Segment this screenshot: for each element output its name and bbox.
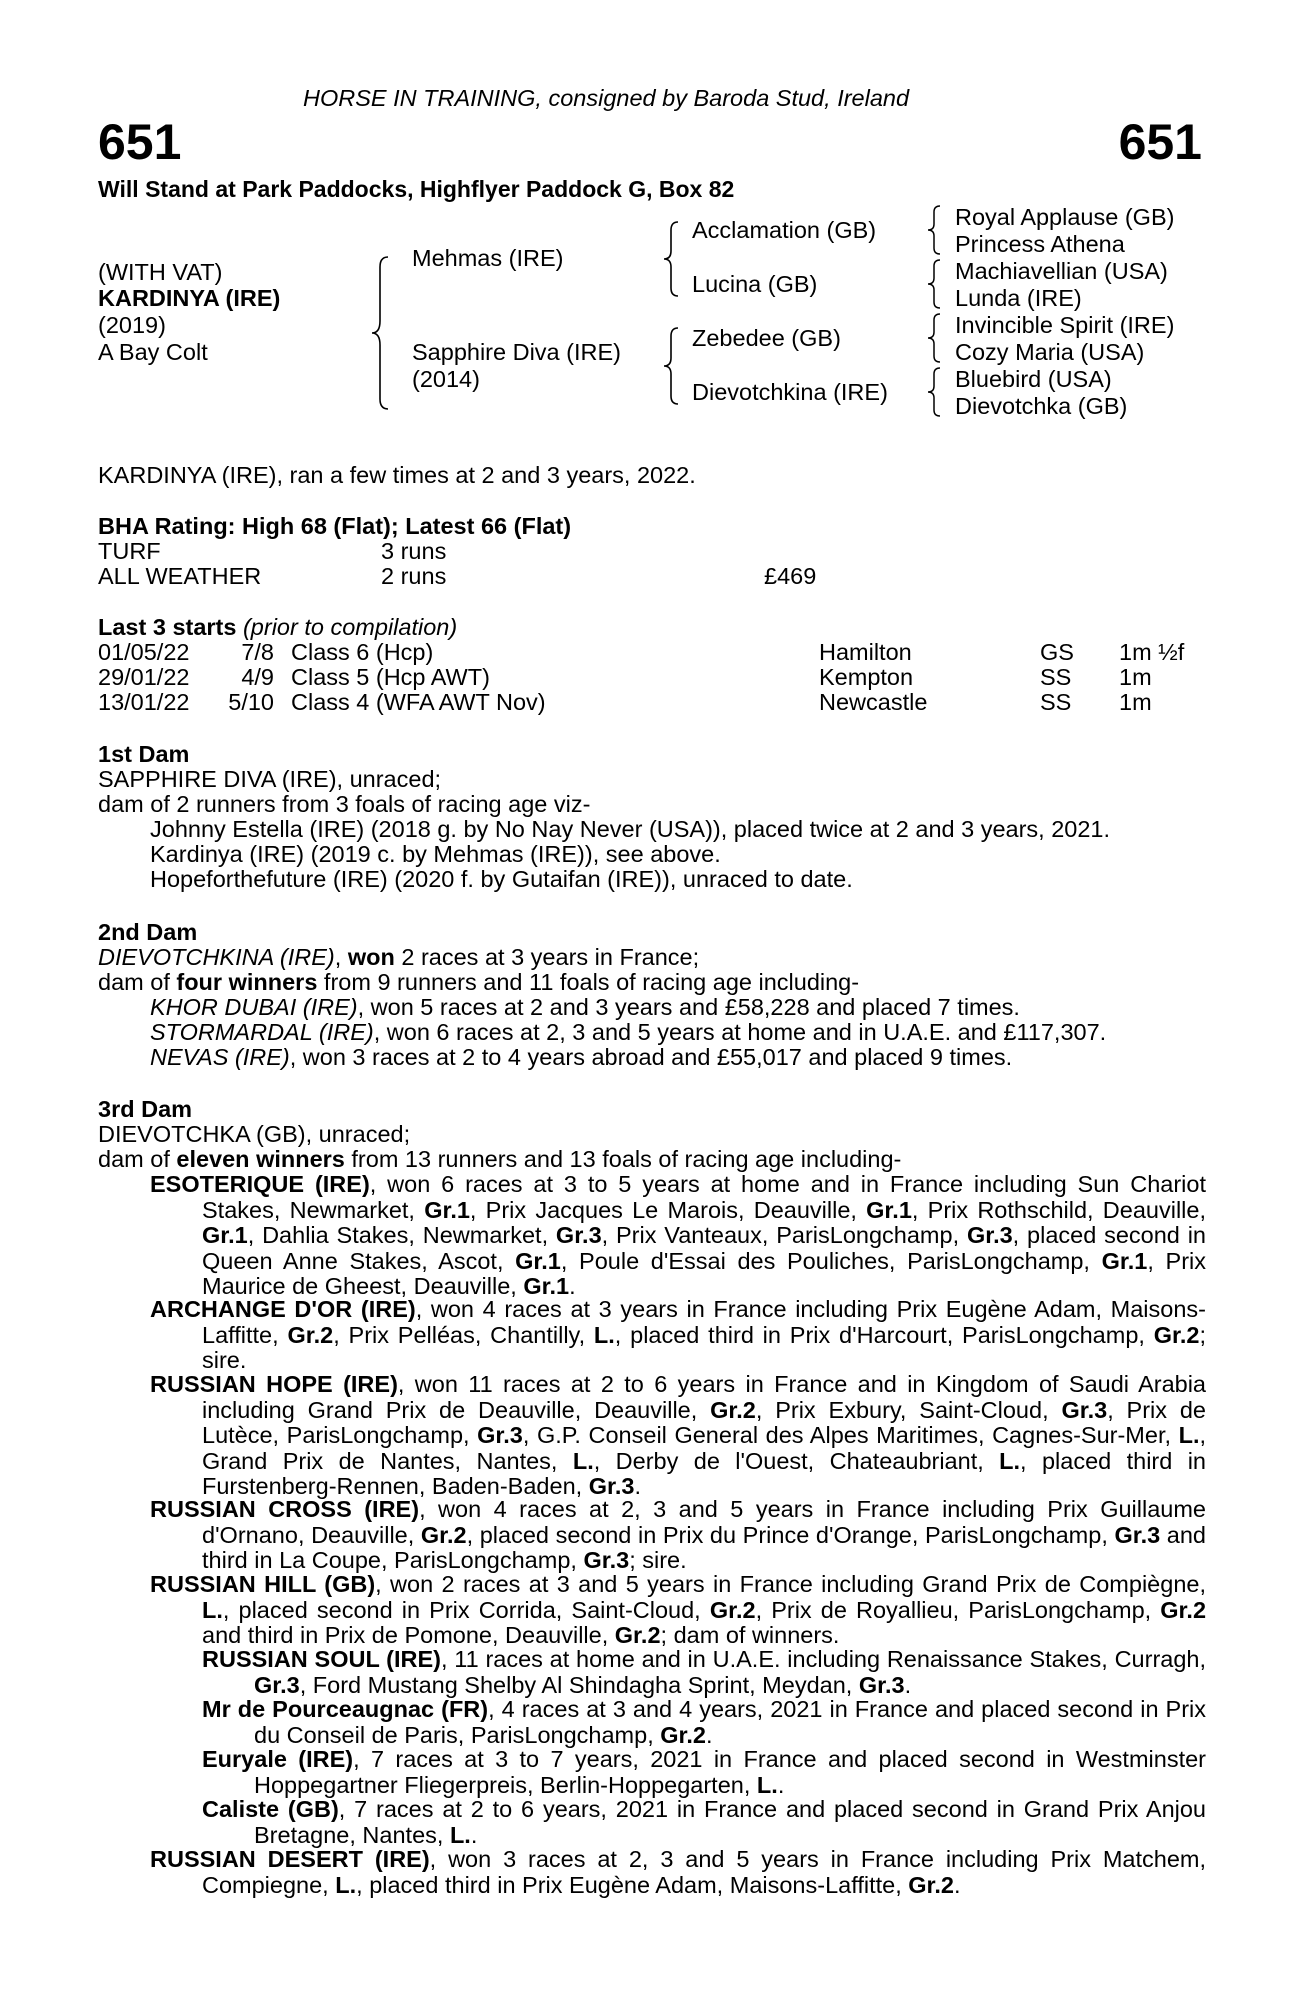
start-distance: 1m xyxy=(1119,689,1152,715)
runner-text: , 11 races at home and in U.A.E. including Renaissance Stakes, Curragh, xyxy=(440,1646,1207,1672)
dam2-offspring-3 xyxy=(150,1045,1012,1071)
dam1-offspring-2: Kardinya (IRE) (2019 c. by Mehmas (IRE)), see above. xyxy=(150,841,721,867)
runner-caliste-text xyxy=(202,1796,1206,1848)
runner-name: Caliste (GB) xyxy=(202,1796,339,1822)
dam1-heading: 1st Dam xyxy=(98,741,190,767)
grade: Gr.3 xyxy=(555,1222,602,1248)
runner-text: . xyxy=(904,1671,912,1698)
dam2-line1-rest: 2 races at 3 years in France; xyxy=(394,944,700,970)
grade: Gr.3 xyxy=(583,1547,630,1573)
dam-sire: Zebedee (GB) xyxy=(692,325,841,351)
runner-text: , won 2 races at 3 and 5 years in France including Grand Prix de Compiègne, xyxy=(375,1571,1206,1597)
aw-prize: £469 xyxy=(764,563,817,589)
vat-label: (WITH VAT) xyxy=(98,259,223,285)
runner-name: RUSSIAN HILL (GB) xyxy=(150,1571,376,1597)
runner-text: ; dam of winners. xyxy=(660,1622,840,1648)
start-race: Class 5 (Hcp AWT) xyxy=(291,664,490,690)
dam2-line2 xyxy=(98,970,859,996)
grade: Gr.3 xyxy=(477,1422,523,1448)
runner-text: ; sire. xyxy=(629,1547,687,1573)
grade: Gr.2 xyxy=(420,1521,467,1548)
runner-text: and third in Prix de Pomone, Deauville, xyxy=(202,1622,615,1648)
dam3-line1: DIEVOTCHKA (GB), unraced; xyxy=(98,1121,411,1147)
grade: Gr.1 xyxy=(866,1196,912,1223)
start-date: 29/01/22 xyxy=(98,664,190,690)
runner-text: , won 4 races at 2, 3 and 5 years in France including Prix Guillaume d'Ornano, Deauville, xyxy=(202,1496,1206,1548)
offspring-name: STORMARDAL (IRE) xyxy=(150,1019,374,1045)
runner-text: , Poule d'Essai des Pouliches, ParisLongchamp, xyxy=(560,1247,1102,1274)
runner-hill-text xyxy=(150,1571,1207,1649)
runner-russian-cross xyxy=(150,1497,1206,1574)
aw-runs: 2 runs xyxy=(381,563,447,589)
runner-text: , placed third in Prix Eugène Adam, Maisons-Laffitte, xyxy=(356,1871,909,1898)
runner-euryale-text xyxy=(202,1746,1206,1798)
runner-soul-text xyxy=(202,1646,1207,1698)
runner-name: Euryale (IRE) xyxy=(202,1746,354,1772)
horse-year: (2019) xyxy=(98,312,166,338)
grade: Gr.3 xyxy=(966,1222,1013,1248)
ped-dds: Bluebird (USA) xyxy=(955,366,1112,392)
dam2-offspring-1 xyxy=(150,995,1020,1021)
turf-label: TURF xyxy=(98,538,161,564)
grade: Gr.2 xyxy=(709,1596,756,1623)
start-date: 13/01/22 xyxy=(98,689,190,715)
ped-sss: Royal Applause (GB) xyxy=(955,204,1175,230)
ped-sds: Machiavellian (USA) xyxy=(955,258,1168,284)
runner-archange xyxy=(150,1297,1206,1374)
start-race: Class 4 (WFA AWT Nov) xyxy=(291,689,546,715)
runner-text: . xyxy=(777,1771,785,1798)
start-going: GS xyxy=(1040,639,1074,665)
start-date: 01/05/22 xyxy=(98,639,190,665)
dam3-line2 xyxy=(98,1147,901,1173)
grade: Gr.3 xyxy=(588,1473,635,1499)
runner-text: , G.P. Conseil General des Alpes Maritimes, Cagnes-Sur-Mer, xyxy=(522,1422,1179,1448)
last-starts-subtitle: (prior to compilation) xyxy=(242,614,458,640)
stand-location: Will Stand at Park Paddocks, Highflyer Paddock G, Box 82 xyxy=(98,176,735,202)
grade: Gr.3 xyxy=(858,1671,905,1698)
runner-pourceaugnac-text xyxy=(202,1696,1206,1748)
grade: Gr.3 xyxy=(1061,1396,1108,1423)
runner-text: , Prix de Royallieu, ParisLongchamp, xyxy=(755,1596,1161,1623)
offspring-text: , won 6 races at 2, 3 and 5 years at home and in U.A.E. and £117,307. xyxy=(373,1019,1107,1045)
start-course: Kempton xyxy=(819,664,914,690)
grade: Gr.1 xyxy=(424,1196,470,1223)
runner-text: , placed second in Prix Corrida, Saint-Cloud, xyxy=(222,1596,710,1623)
runner-archange-text xyxy=(150,1296,1206,1374)
dam1-offspring-1: Johnny Estella (IRE) (2018 g. by No Nay Never (USA)), placed twice at 2 and 3 years, 2021. xyxy=(150,816,1111,842)
start-distance: 1m xyxy=(1119,664,1152,690)
sire-sire: Acclamation (GB) xyxy=(692,217,877,243)
turf-runs: 3 runs xyxy=(381,538,447,564)
runner-text: , Prix Rothschild, Deauville, xyxy=(911,1196,1206,1223)
runner-text: , Prix Exbury, Saint-Cloud, xyxy=(755,1396,1062,1423)
grade: L. xyxy=(593,1321,615,1348)
race-summary: KARDINYA (IRE), ran a few times at 2 and 3 years, 2022. xyxy=(98,462,696,488)
dam2-heading: 2nd Dam xyxy=(98,919,198,945)
runner-hope-text xyxy=(150,1371,1207,1500)
offspring-text: , won 5 races at 2 and 3 years and £58,228 and placed 7 times. xyxy=(357,994,1020,1020)
dam1-offspring-3: Hopeforthefuture (IRE) (2020 f. by Gutaifan (IRE)), unraced to date. xyxy=(150,866,853,892)
runner-russian-desert xyxy=(150,1847,1206,1898)
offspring-name: NEVAS (IRE) xyxy=(150,1044,290,1070)
sire-name: Mehmas (IRE) xyxy=(412,245,564,271)
runner-name: RUSSIAN CROSS (IRE) xyxy=(150,1496,420,1522)
runner-text: , placed second in Queen Anne Stakes, Ascot, xyxy=(202,1222,1206,1274)
dam1-line1: SAPPHIRE DIVA (IRE), unraced; xyxy=(98,766,442,792)
grade: L. xyxy=(335,1871,357,1898)
runner-text: , Derby de l'Ouest, Chateaubriant, xyxy=(593,1447,1000,1474)
ped-dss: Invincible Spirit (IRE) xyxy=(955,312,1175,338)
runner-name: RUSSIAN DESERT (IRE) xyxy=(150,1846,430,1872)
runner-text: , won 11 races at 2 to 6 years in France and in Kingdom of Saudi Arabia including Grand Prix de Deauville, Deauville, xyxy=(202,1371,1207,1423)
ped-sdd: Lunda (IRE) xyxy=(955,285,1082,311)
grade: Gr.2 xyxy=(1153,1321,1200,1348)
grade: Gr.3 xyxy=(1114,1521,1161,1548)
start-going: SS xyxy=(1040,664,1072,690)
runner-text: , Prix Pelléas, Chantilly, xyxy=(333,1321,594,1348)
grade: Gr.2 xyxy=(287,1321,334,1348)
dam2-line1 xyxy=(98,945,699,971)
grade: L. xyxy=(449,1821,471,1848)
runner-name: RUSSIAN SOUL (IRE) xyxy=(202,1646,441,1672)
runner-russian-hope xyxy=(150,1372,1206,1500)
dam3-heading: 3rd Dam xyxy=(98,1096,193,1122)
brace-g3-4 xyxy=(924,366,944,418)
offspring-text: , won 3 races at 2 to 4 years abroad and £55,017 and placed 9 times. xyxy=(289,1044,1013,1070)
runner-text: , placed third in Prix d'Harcourt, ParisLongchamp, xyxy=(614,1321,1154,1348)
last-starts-title: Last 3 starts xyxy=(98,614,237,640)
runner-text: , won 4 races at 3 years in France including Prix Eugène Adam, Maisons-Laffitte, xyxy=(202,1296,1206,1348)
dam2-dam-rest: from 9 runners and 11 foals of racing age including- xyxy=(317,969,860,995)
grade: Gr.1 xyxy=(202,1222,248,1248)
grade: L. xyxy=(572,1447,594,1474)
runner-text: , 4 races at 3 and 4 years, 2021 in France and placed second in Prix du Conseil de Paris, ParisLongchamp, xyxy=(254,1696,1206,1748)
start-course: Newcastle xyxy=(819,689,928,715)
runner-text: . xyxy=(954,1871,961,1898)
runner-cross-text xyxy=(150,1496,1206,1574)
runner-text: , Dahlia Stakes, Newmarket, xyxy=(247,1222,556,1248)
dam2-name: DIEVOTCHKINA (IRE) xyxy=(98,944,335,970)
dam2-comma: , xyxy=(334,944,348,970)
runner-text: , 7 races at 2 to 6 years, 2021 in France and placed second in Grand Prix Anjou Bretagne, Nantes, xyxy=(254,1796,1206,1848)
brace-g3-2 xyxy=(924,258,944,310)
grade: Gr.3 xyxy=(254,1671,300,1698)
runner-euryale xyxy=(202,1747,1206,1798)
lot-number-left: 651 xyxy=(98,114,182,170)
ped-ssd: Princess Athena xyxy=(955,231,1125,257)
runner-text: , Grand Prix de Nantes, Nantes, xyxy=(202,1422,1207,1474)
runner-text: , Prix Vanteaux, ParisLongchamp, xyxy=(601,1222,967,1248)
runner-desert-text xyxy=(150,1846,1206,1898)
runner-text: , placed second in Prix du Prince d'Orange, ParisLongchamp, xyxy=(466,1521,1115,1548)
dam1-line2: dam of 2 runners from 3 foals of racing age viz- xyxy=(98,791,591,817)
dam-name: Sapphire Diva (IRE) xyxy=(412,339,621,365)
start-course: Hamilton xyxy=(819,639,912,665)
ped-dsd: Cozy Maria (USA) xyxy=(955,339,1145,365)
lot-number-right: 651 xyxy=(1118,114,1202,170)
grade: Gr.1 xyxy=(1101,1247,1148,1274)
runner-text: and third in La Coupe, ParisLongchamp, xyxy=(202,1521,1206,1573)
offspring-name: KHOR DUBAI (IRE) xyxy=(150,994,358,1020)
pedigree-brace-dam xyxy=(660,326,682,406)
brace-g3-3 xyxy=(924,312,944,364)
dam2-dam-of: dam of xyxy=(98,969,177,995)
rating-title: BHA Rating: High 68 (Flat); Latest 66 (Flat) xyxy=(98,513,572,539)
start-distance: 1m ½f xyxy=(1119,639,1185,665)
runner-text: , Ford Mustang Shelby Al Shindagha Sprint, Meydan, xyxy=(299,1671,859,1698)
runner-caliste xyxy=(202,1797,1206,1848)
runner-russian-hill xyxy=(150,1572,1206,1649)
dam-dam: Dievotchkina (IRE) xyxy=(692,379,888,405)
start-position: 5/10 xyxy=(228,689,274,715)
runner-text: . xyxy=(705,1721,713,1748)
grade: Gr.1 xyxy=(523,1273,570,1299)
runner-text: , 7 races at 3 to 7 years, 2021 in France and placed second in Westminster Hoppegartner Fliegerpreis, Berlin-Hoppegarten, xyxy=(254,1746,1206,1798)
runner-text: . xyxy=(634,1473,641,1499)
start-row xyxy=(98,640,1208,666)
runner-esoterique xyxy=(150,1172,1206,1300)
start-position: 7/8 xyxy=(241,639,274,665)
start-race: Class 6 (Hcp) xyxy=(291,639,434,665)
brace-g3-1 xyxy=(924,204,944,256)
start-going: SS xyxy=(1040,689,1072,715)
runner-name: Mr de Pourceaugnac (FR) xyxy=(202,1696,489,1722)
start-row xyxy=(98,665,1208,691)
runner-text: ; sire. xyxy=(202,1321,1206,1373)
dam3-dam-rest: from 13 runners and 13 foals of racing age including- xyxy=(344,1146,902,1172)
sire-dam: Lucina (GB) xyxy=(692,271,818,297)
grade: Gr.2 xyxy=(660,1721,706,1748)
runner-russian-soul xyxy=(202,1647,1206,1698)
runner-text: , won 3 races at 2, 3 and 5 years in France including Prix Matchem, Compiegne, xyxy=(202,1846,1206,1898)
grade: L. xyxy=(1178,1422,1200,1448)
pedigree-brace-main xyxy=(368,255,392,411)
runner-name: ESOTERIQUE (IRE) xyxy=(150,1171,370,1197)
start-position: 4/9 xyxy=(241,664,274,690)
dam2-winners: four winners xyxy=(176,969,318,995)
grade: L. xyxy=(999,1447,1021,1474)
aw-label: ALL WEATHER xyxy=(98,563,262,589)
runner-text: . xyxy=(470,1821,478,1848)
last-starts-heading xyxy=(98,615,457,641)
runner-esoterique-text xyxy=(150,1171,1206,1300)
grade: Gr.2 xyxy=(908,1871,954,1898)
runner-text: , Prix de Lutèce, ParisLongchamp, xyxy=(202,1396,1207,1448)
dam-year: (2014) xyxy=(412,366,480,392)
grade: Gr.1 xyxy=(515,1247,561,1274)
runner-text: , Prix Jacques Le Marois, Deauville, xyxy=(469,1196,867,1223)
grade: Gr.2 xyxy=(710,1396,756,1423)
grade: L. xyxy=(202,1596,223,1623)
dam3-dam-of: dam of xyxy=(98,1146,177,1172)
horse-name: KARDINYA (IRE) xyxy=(98,285,281,311)
dam3-winners: eleven winners xyxy=(176,1146,345,1172)
runner-pourceaugnac xyxy=(202,1697,1206,1748)
pedigree-brace-sire xyxy=(660,220,682,298)
grade: Gr.2 xyxy=(614,1622,661,1648)
runner-text: , Prix Maurice de Gheest, Deauville, xyxy=(202,1247,1206,1299)
grade: L. xyxy=(756,1771,778,1798)
dam2-offspring-2 xyxy=(150,1020,1106,1046)
horse-description: A Bay Colt xyxy=(98,339,208,365)
runner-text: , won 6 races at 3 to 5 years at home and in France including Sun Chariot Stakes, Newmarket, xyxy=(202,1171,1206,1223)
runner-text: , placed third in Furstenberg-Rennen, Baden-Baden, xyxy=(202,1447,1206,1499)
grade: Gr.2 xyxy=(1160,1596,1207,1623)
runner-name: RUSSIAN HOPE (IRE) xyxy=(150,1371,398,1397)
runner-text: . xyxy=(569,1273,576,1299)
consignment-line: HORSE IN TRAINING, consigned by Baroda Stud, Ireland xyxy=(303,85,910,111)
dam2-won: won xyxy=(347,944,395,970)
runner-name: ARCHANGE D'OR (IRE) xyxy=(150,1296,416,1322)
ped-ddd: Dievotchka (GB) xyxy=(955,393,1128,419)
start-row xyxy=(98,690,1208,716)
